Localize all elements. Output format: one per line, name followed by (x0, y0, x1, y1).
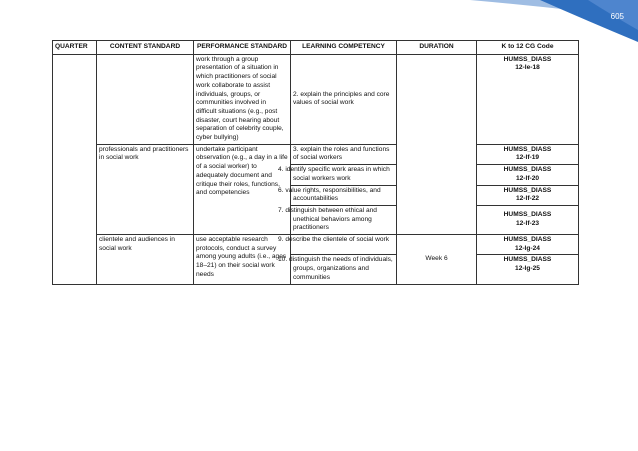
curriculum-guide-table (52, 40, 579, 285)
cg-code-cell (477, 144, 579, 164)
cg-code-number: 12-If-19 (515, 154, 540, 162)
header-content-standard: CONTENT STANDARD (97, 41, 194, 55)
cg-code-number: 12-If-20 (515, 174, 540, 182)
header-performance-standard: PERFORMANCE STANDARD (194, 41, 291, 55)
cg-code-number: 12-Ie-18 (515, 64, 540, 72)
table-row (53, 54, 579, 144)
cg-code-number: 12-Ig-25 (515, 265, 540, 273)
table-header-row (53, 41, 579, 55)
cg-code-number: 12-Ig-24 (515, 244, 540, 252)
cg-code-subject: HUMSS_DIASS (503, 211, 552, 219)
content-standard-cell: professionals and practitioners in social work (97, 144, 194, 234)
header-cg-code: K to 12 CG Code (477, 41, 579, 55)
cg-code-cell (477, 54, 579, 144)
learning-competency-cell: 4. identify specific work areas in which social workers work (291, 165, 397, 185)
cg-code-cell (477, 205, 579, 234)
learning-competency-cell: 6. value rights, responsibilities, and accountabilities (291, 185, 397, 205)
page-number: 605 (610, 12, 624, 21)
content-standard-cell: clientele and audiences in social work (97, 235, 194, 285)
cg-code-subject: HUMSS_DIASS (503, 186, 552, 194)
cg-code-subject: HUMSS_DIASS (503, 166, 552, 174)
learning-competency-cell: 3. explain the roles and functions of social workers (291, 144, 397, 164)
duration-cell (397, 54, 477, 234)
header-duration: DURATION (397, 41, 477, 55)
cg-code-cell (477, 185, 579, 205)
cg-code-subject: HUMSS_DIASS (503, 236, 552, 244)
table-row (53, 235, 579, 255)
cg-code-subject: HUMSS_DIASS (503, 256, 552, 264)
header-learning-competency: LEARNING COMPETENCY (291, 41, 397, 55)
cg-code-number: 12-If-23 (515, 220, 540, 227)
content-standard-cell (97, 54, 194, 144)
learning-competency-cell: 7. distinguish between ethical and unethical behaviors among practitioners (291, 205, 397, 234)
header-quarter: QUARTER (53, 41, 97, 55)
performance-standard-cell: use acceptable research protocols, conduct a survey among young adults (i.e., ages 18–21) on their social work needs (194, 235, 291, 285)
learning-competency-cell: 10. distinguish the needs of individuals, groups, organizations and communities (291, 255, 397, 284)
duration-cell: Week 6 (397, 235, 477, 285)
performance-standard-cell: work through a group presentation of a situation in which practitioners of social work collaborate to assist individuals, groups, or communities involved in difficult situations (e.g., post disaster, court hearing about separation of celebrity couple, cyber bullying) (194, 54, 291, 144)
cg-code-cell (477, 255, 579, 284)
quarter-cell (53, 54, 97, 284)
cg-code-subject: HUMSS_DIASS (503, 145, 552, 153)
learning-competency-cell: 2. explain the principles and core values of social work (291, 54, 397, 144)
performance-standard-cell: undertake participant observation (e.g., a day in a life of a social worker) to adequately document and critique their roles, functions, and competencies (194, 144, 291, 234)
table-row (53, 144, 579, 164)
cg-code-cell (477, 165, 579, 185)
learning-competency-cell: 9. describe the clientele of social work (291, 235, 397, 255)
cg-code-number: 12-If-22 (515, 195, 540, 203)
cg-code-subject: HUMSS_DIASS (503, 55, 552, 63)
cg-code-cell (477, 235, 579, 255)
